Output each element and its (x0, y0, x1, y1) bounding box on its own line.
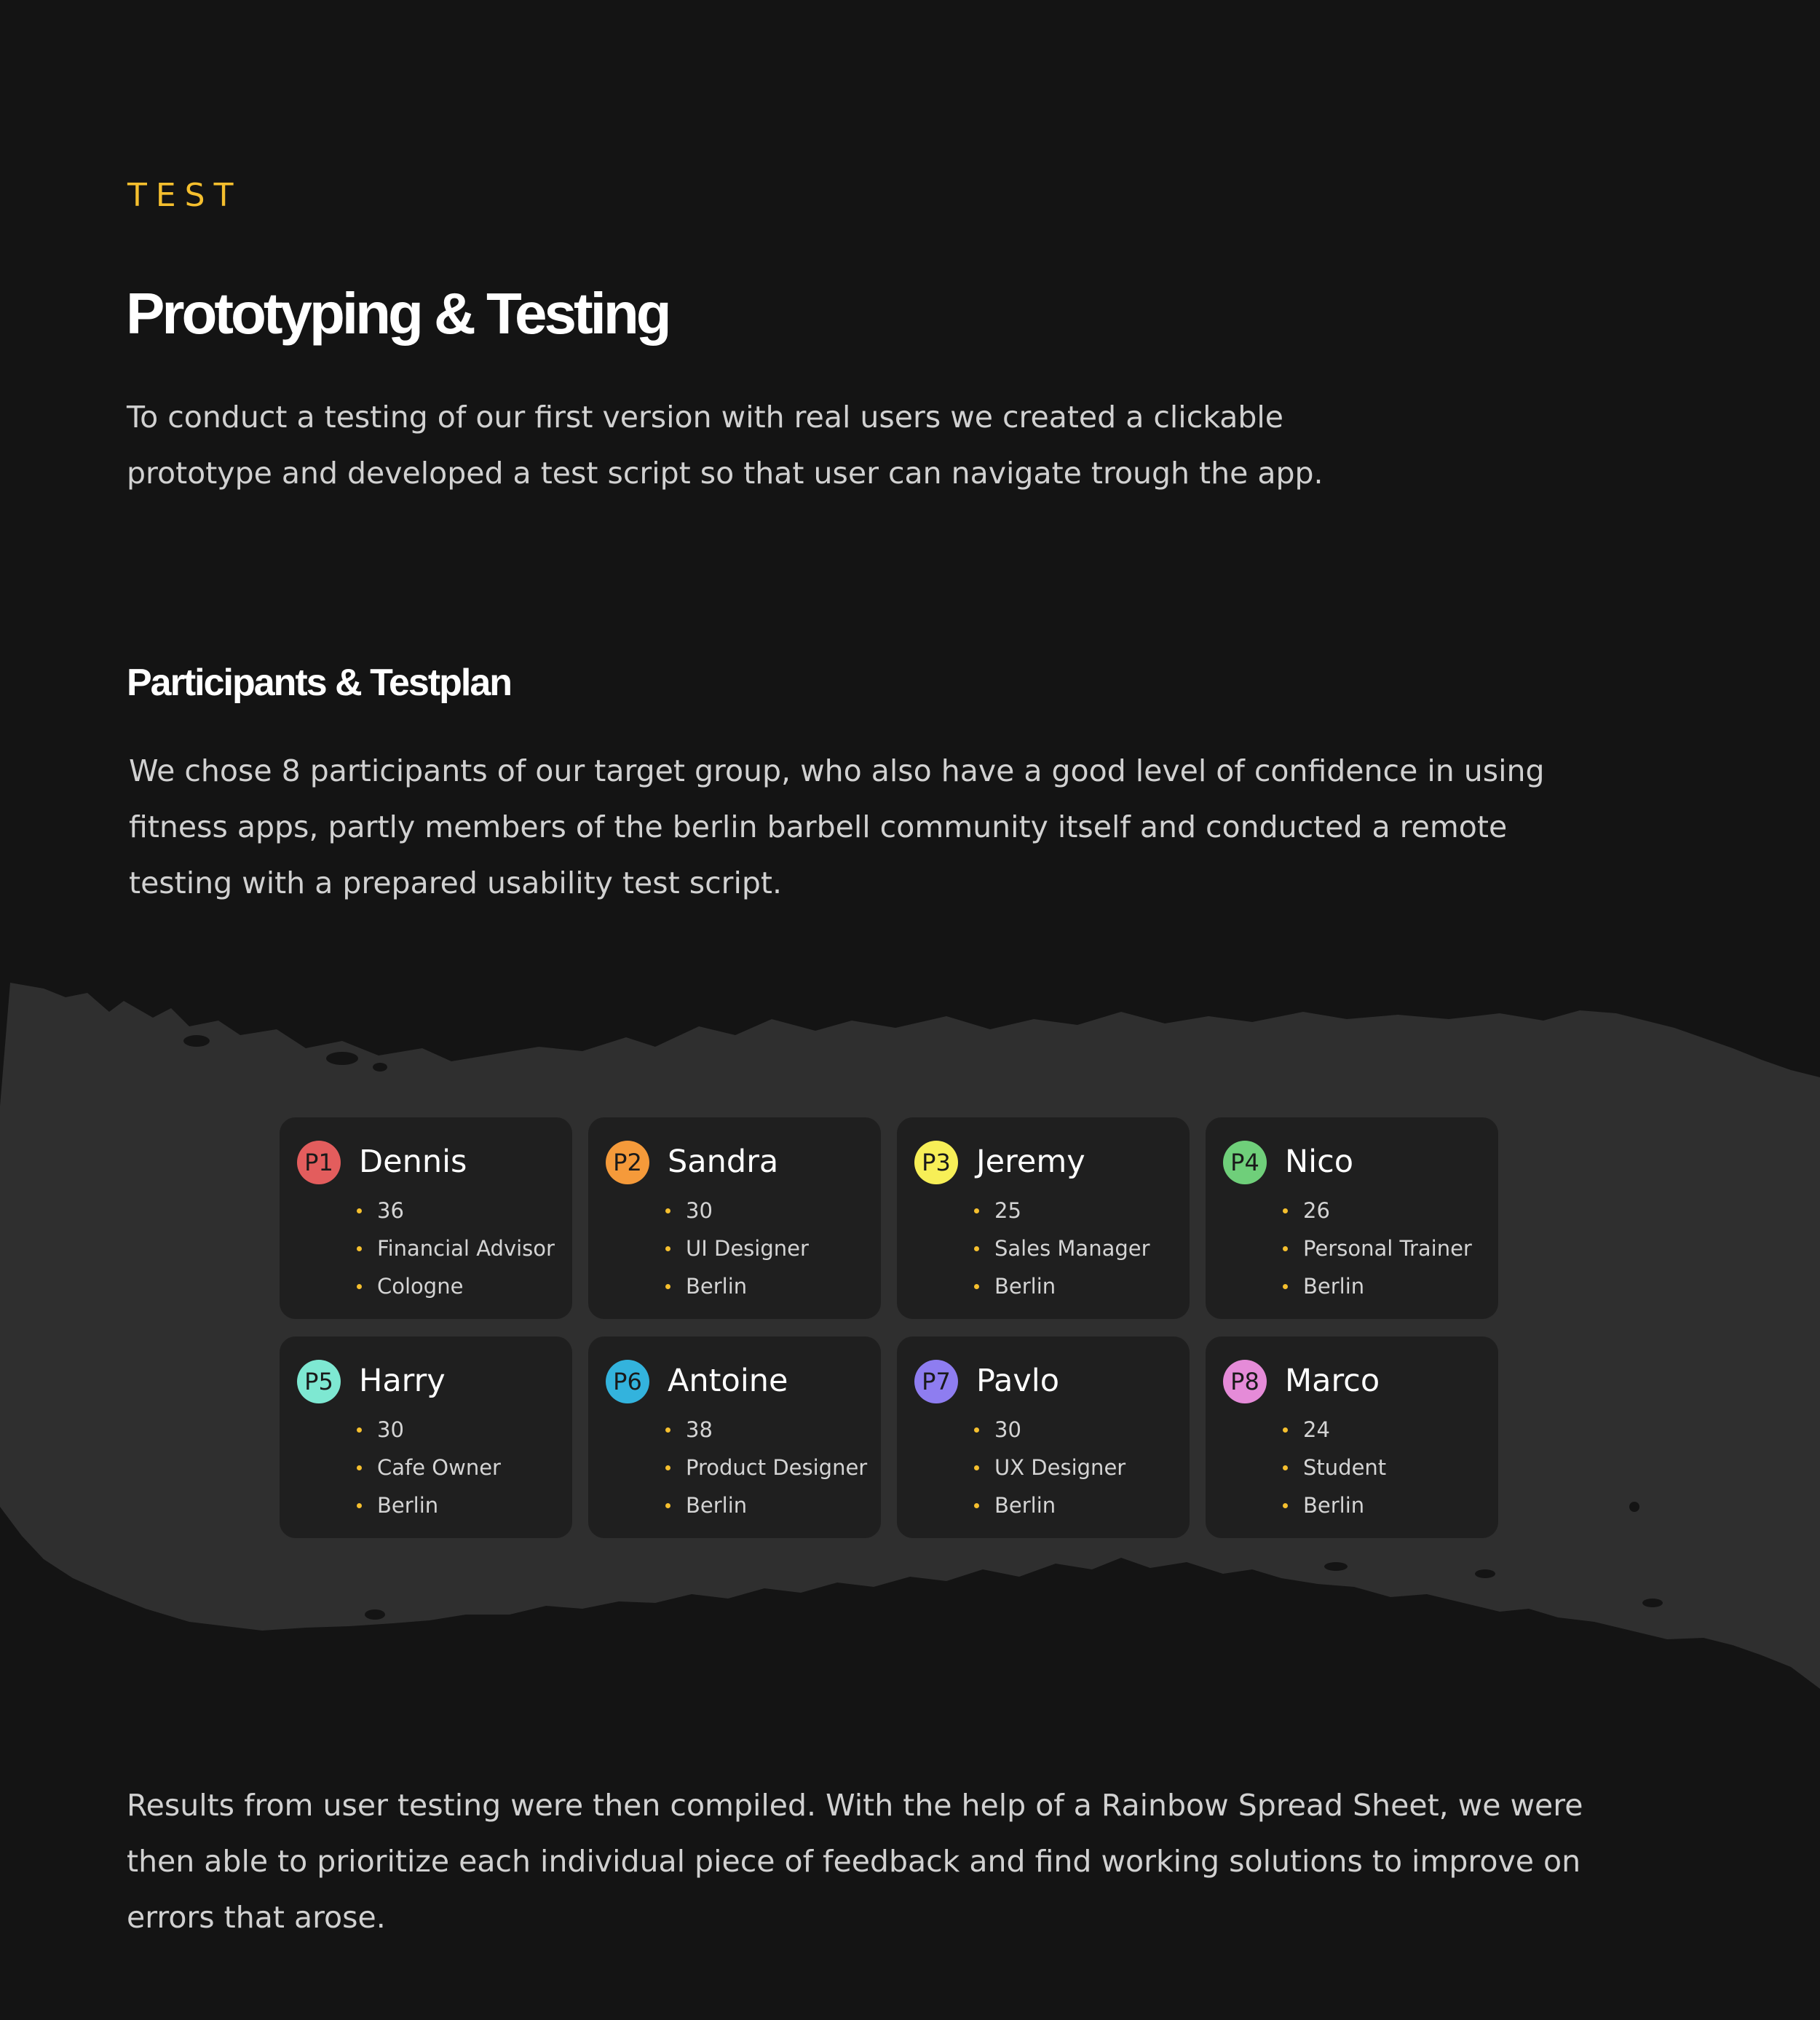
participant-job (1283, 1449, 1386, 1486)
participant-grid (280, 1117, 1498, 1538)
page-title: Prototyping & Testing (126, 281, 669, 346)
participant-age (665, 1411, 867, 1449)
participant-details (357, 1192, 555, 1305)
participant-job-value: Cafe Owner (377, 1455, 501, 1480)
participant-details (974, 1411, 1125, 1524)
participant-age-value: 38 (686, 1417, 713, 1442)
participant-name: Jeremy (976, 1144, 1085, 1180)
participant-age (665, 1192, 809, 1229)
participant-job (357, 1449, 501, 1486)
participant-city (974, 1486, 1125, 1524)
participant-city (665, 1486, 867, 1524)
participant-name: Antoine (668, 1363, 788, 1399)
bullet-icon (974, 1427, 979, 1433)
participant-city-value: Berlin (994, 1493, 1056, 1518)
bullet-icon (357, 1427, 362, 1433)
participants-paragraph-line: testing with a prepared usability test script. (129, 866, 783, 900)
participant-card (588, 1117, 881, 1319)
participant-details (1283, 1192, 1472, 1305)
bullet-icon (665, 1246, 670, 1251)
bullet-icon (357, 1284, 362, 1289)
participant-details (974, 1192, 1150, 1305)
participant-badge: P3 (914, 1141, 958, 1184)
participant-city (1283, 1267, 1472, 1305)
participant-name: Dennis (359, 1144, 467, 1180)
participant-city-value: Berlin (1303, 1274, 1365, 1299)
bullet-icon (974, 1503, 979, 1508)
results-paragraph (127, 1778, 1583, 1946)
participant-badge: P5 (297, 1360, 341, 1403)
participant-job-value: Student (1303, 1455, 1387, 1480)
participant-city-value: Cologne (377, 1274, 464, 1299)
participant-job (974, 1229, 1150, 1267)
bullet-icon (665, 1208, 670, 1213)
participant-card (280, 1117, 572, 1319)
participant-city (974, 1267, 1150, 1305)
participant-job-value: UX Designer (994, 1455, 1126, 1480)
bullet-icon (974, 1465, 979, 1470)
participants-heading: Participants & Testplan (127, 662, 512, 704)
participant-details (357, 1411, 501, 1524)
bullet-icon (1283, 1427, 1288, 1433)
bullet-icon (974, 1284, 979, 1289)
participant-card (1206, 1336, 1498, 1538)
participant-city-value: Berlin (377, 1493, 439, 1518)
participant-details (665, 1192, 809, 1305)
participant-badge: P8 (1223, 1360, 1267, 1403)
bullet-icon (665, 1427, 670, 1433)
participant-city (357, 1486, 501, 1524)
intro-paragraph-line: To conduct a testing of our first version with real users we created a clickable (127, 400, 1284, 435)
results-paragraph-line: Results from user testing were then compiled. With the help of a Rainbow Spread Sheet, we were (127, 1788, 1583, 1823)
participant-card (280, 1336, 572, 1538)
bullet-icon (974, 1208, 979, 1213)
bullet-icon (1283, 1246, 1288, 1251)
participant-age (1283, 1411, 1386, 1449)
participant-job (665, 1449, 867, 1486)
participant-name: Pavlo (976, 1363, 1060, 1399)
participant-job-value: Personal Trainer (1303, 1236, 1472, 1261)
bullet-icon (665, 1284, 670, 1289)
bullet-icon (1283, 1465, 1288, 1470)
participant-badge: P7 (914, 1360, 958, 1403)
participant-age (1283, 1192, 1472, 1229)
participant-name: Sandra (668, 1144, 779, 1180)
intro-paragraph-line: prototype and developed a test script so that user can navigate trough the app. (127, 456, 1324, 491)
participant-job-value: Sales Manager (994, 1236, 1150, 1261)
participant-badge: P4 (1223, 1141, 1267, 1184)
bullet-icon (1283, 1503, 1288, 1508)
participant-badge: P6 (606, 1360, 649, 1403)
participant-details (1283, 1411, 1386, 1524)
participant-city-value: Berlin (994, 1274, 1056, 1299)
bullet-icon (974, 1246, 979, 1251)
participant-city-value: Berlin (1303, 1493, 1365, 1518)
results-paragraph-line: errors that arose. (127, 1900, 386, 1935)
participant-card (897, 1117, 1190, 1319)
participant-job (665, 1229, 809, 1267)
bullet-icon (357, 1246, 362, 1251)
bullet-icon (665, 1465, 670, 1470)
participant-job-value: UI Designer (686, 1236, 809, 1261)
results-paragraph-line: then able to prioritize each individual piece of feedback and find working solutions to improve on (127, 1844, 1581, 1879)
participant-age (357, 1411, 501, 1449)
bullet-icon (357, 1503, 362, 1508)
bullet-icon (357, 1465, 362, 1470)
participant-age-value: 25 (994, 1198, 1021, 1223)
participant-age (974, 1411, 1125, 1449)
bullet-icon (1283, 1208, 1288, 1213)
participant-age-value: 30 (377, 1417, 404, 1442)
participant-age-value: 36 (377, 1198, 404, 1223)
participant-city (1283, 1486, 1386, 1524)
section-eyebrow: TEST (127, 177, 242, 214)
participant-city-value: Berlin (686, 1493, 748, 1518)
participants-paragraph-line: fitness apps, partly members of the berlin barbell community itself and conducted a remote (129, 809, 1508, 844)
participant-age-value: 24 (1303, 1417, 1330, 1442)
bullet-icon (1283, 1284, 1288, 1289)
participant-city-value: Berlin (686, 1274, 748, 1299)
participant-card (588, 1336, 881, 1538)
participant-job-value: Product Designer (686, 1455, 868, 1480)
participant-card (1206, 1117, 1498, 1319)
participant-job (974, 1449, 1125, 1486)
participant-card (897, 1336, 1190, 1538)
participant-age-value: 30 (994, 1417, 1021, 1442)
participant-age-value: 26 (1303, 1198, 1330, 1223)
participant-age (974, 1192, 1150, 1229)
participant-job (1283, 1229, 1472, 1267)
participant-badge: P1 (297, 1141, 341, 1184)
participant-name: Harry (359, 1363, 446, 1399)
participant-name: Nico (1285, 1144, 1354, 1180)
intro-paragraph (127, 389, 1583, 502)
participant-job (357, 1229, 555, 1267)
participant-name: Marco (1285, 1363, 1380, 1399)
participants-paragraph-line: We chose 8 participants of our target group, who also have a good level of confidence in using (129, 753, 1545, 788)
participant-details (665, 1411, 867, 1524)
participant-badge: P2 (606, 1141, 649, 1184)
participant-city (357, 1267, 555, 1305)
bullet-icon (357, 1208, 362, 1213)
bullet-icon (665, 1503, 670, 1508)
participant-age-value: 30 (686, 1198, 713, 1223)
participants-paragraph (129, 743, 1585, 911)
participant-age (357, 1192, 555, 1229)
participant-job-value: Financial Advisor (377, 1236, 555, 1261)
participant-city (665, 1267, 809, 1305)
